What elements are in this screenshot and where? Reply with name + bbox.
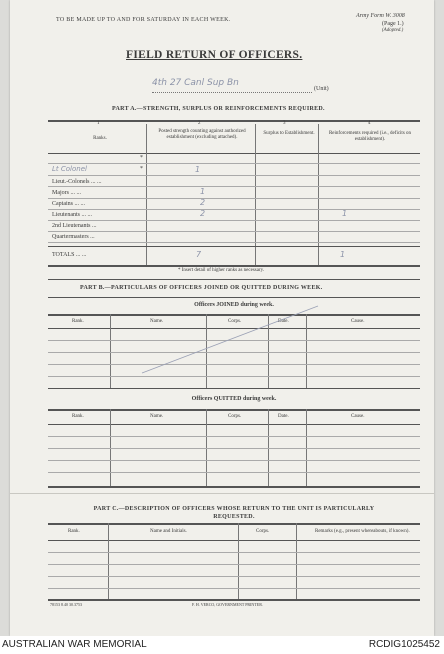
part-c-top-rule — [48, 523, 420, 525]
totals-label: TOTALS ... ... — [52, 252, 87, 258]
quitted-col-name: Name. — [150, 414, 164, 419]
quitted-bottom-rule — [48, 486, 420, 488]
page-reference: (Page 1.) — [382, 21, 404, 27]
form-reference: Army Form W. 3008 — [356, 13, 405, 19]
part-b-title-rule — [48, 297, 420, 298]
part-a-header-rule — [48, 153, 420, 154]
posted-value: 1 — [200, 187, 206, 196]
part-a-col-divider — [146, 124, 147, 266]
quitted-col-cause: Cause. — [351, 414, 365, 419]
col-header-posted: Posted strength counting against authorized establishment (excluding attached). — [158, 129, 246, 140]
form-title: FIELD RETURN OF OFFICERS. — [126, 49, 303, 61]
unit-handwritten: 4th 27 Canl Sup Bn — [152, 78, 239, 88]
rank-label: Captains ... ... — [52, 201, 85, 207]
archive-footer — [0, 636, 444, 654]
rank-mark: * — [140, 166, 143, 172]
joined-col-corps: Corps. — [228, 319, 242, 324]
part-c-row-rule — [48, 576, 420, 577]
quitted-title: Officers QUITTED during week. — [191, 396, 277, 402]
col-number-1: 1 — [97, 121, 100, 126]
part-a-footnote: * Insert detail of higher ranks as necessary. — [178, 268, 265, 273]
joined-col-rank: Rank. — [72, 319, 84, 324]
part-c-title — [48, 505, 420, 521]
quitted-top-rule — [48, 409, 420, 411]
header-instruction: TO BE MADE UP TO AND FOR SATURDAY IN EACH WEEK. — [56, 17, 231, 23]
col-number-4: 4 — [368, 121, 371, 126]
posted-value: 1 — [195, 165, 201, 174]
quitted-col-rank: Rank. — [72, 414, 84, 419]
part-c-row-rule — [48, 588, 420, 589]
rank-label: Majors ... ... — [52, 190, 81, 196]
quitted-col-date: Date. — [278, 414, 289, 419]
unit-line — [152, 92, 312, 93]
part-a-col-divider — [318, 124, 319, 266]
part-a-col-divider — [255, 124, 256, 266]
printer-code: 78153 8.40 30.3753 — [50, 602, 82, 607]
part-c-col-name: Name and Initials. — [150, 529, 187, 534]
part-c-title-line1: PART C.—DESCRIPTION OF OFFICERS WHOSE RETURN TO THE UNIT IS PARTICULARLY — [93, 506, 375, 512]
reinforcements-value: 1 — [342, 209, 348, 218]
totals-posted: 7 — [196, 250, 202, 259]
rank-handwritten: Lt Colonel — [52, 165, 87, 173]
quitted-header-rule — [48, 424, 420, 425]
unit-label: (Unit) — [314, 86, 329, 92]
row-rule — [48, 209, 420, 210]
part-a-top-rule — [48, 120, 420, 122]
posted-value: 2 — [200, 198, 206, 207]
part-b-title: PART B.—PARTICULARS OF OFFICERS JOINED OR QUITTED DURING WEEK. — [80, 285, 323, 291]
row-rule — [48, 198, 420, 199]
part-c-col-rank: Rank. — [68, 529, 80, 534]
col-header-reinforcements: Reinforcements required (i.e., deficits on establishment). — [328, 131, 412, 142]
rank-label: Lieut.-Colonels ... ... — [52, 179, 102, 185]
joined-title: Officers JOINED during week. — [194, 302, 274, 308]
posted-value: 2 — [200, 209, 206, 218]
rank-label: 2nd Lieutenants ... — [52, 223, 97, 229]
joined-col-cause: Cause. — [351, 319, 365, 324]
rank-label: Quartermasters ... — [52, 234, 95, 240]
part-c-row-rule — [48, 564, 420, 565]
part-c-bottom-rule — [48, 599, 420, 601]
row-rule — [48, 186, 420, 187]
row-rule — [48, 175, 420, 176]
rank-mark: * — [140, 155, 143, 161]
rank-label: Lieutenants ... ... — [52, 212, 92, 218]
row-rule — [48, 231, 420, 232]
col-header-ranks: Ranks. — [93, 136, 107, 141]
part-c-col-remarks: Remarks (e.g., present whereabouts, if known). — [315, 529, 410, 534]
joined-row-rule — [48, 376, 420, 377]
row-rule — [48, 220, 420, 221]
part-a-title: PART A.—STRENGTH, SURPLUS OR REINFORCEMENTS REQUIRED. — [112, 106, 325, 112]
joined-col-date: Date. — [278, 319, 289, 324]
totals-rule — [48, 246, 420, 247]
part-c-header-rule — [48, 540, 420, 541]
row-rule — [48, 242, 420, 243]
cancel-stroke — [140, 303, 320, 375]
adopted-label: (Adopted.) — [382, 28, 404, 33]
archive-name: AUSTRALIAN WAR MEMORIAL — [2, 639, 147, 650]
part-c-title-line2: REQUESTED. — [213, 514, 255, 520]
quitted-row-rule — [48, 448, 420, 449]
row-rule — [48, 163, 420, 164]
archive-id: RCDIG1025452 — [368, 639, 440, 650]
quitted-row-rule — [48, 460, 420, 461]
col-number-3: 3 — [283, 121, 286, 126]
form-page — [10, 0, 434, 636]
quitted-col-corps: Corps. — [228, 414, 242, 419]
part-c-row-rule — [48, 552, 420, 553]
joined-bottom-rule — [48, 388, 420, 389]
totals-reinforcements: 1 — [340, 250, 346, 259]
quitted-row-rule — [48, 472, 420, 473]
part-a-bottom-rule — [48, 265, 420, 267]
part-b-top-rule — [48, 279, 420, 280]
col-number-2: 2 — [198, 121, 201, 126]
paper-fold — [10, 493, 434, 494]
joined-col-name: Name. — [150, 319, 164, 324]
col-header-surplus: Surplus to Establishment. — [263, 131, 315, 136]
quitted-row-rule — [48, 436, 420, 437]
part-c-col-corps: Corps. — [256, 529, 270, 534]
printer-credit: F. H. VERCO, GOVERNMENT PRINTER. — [192, 602, 263, 607]
